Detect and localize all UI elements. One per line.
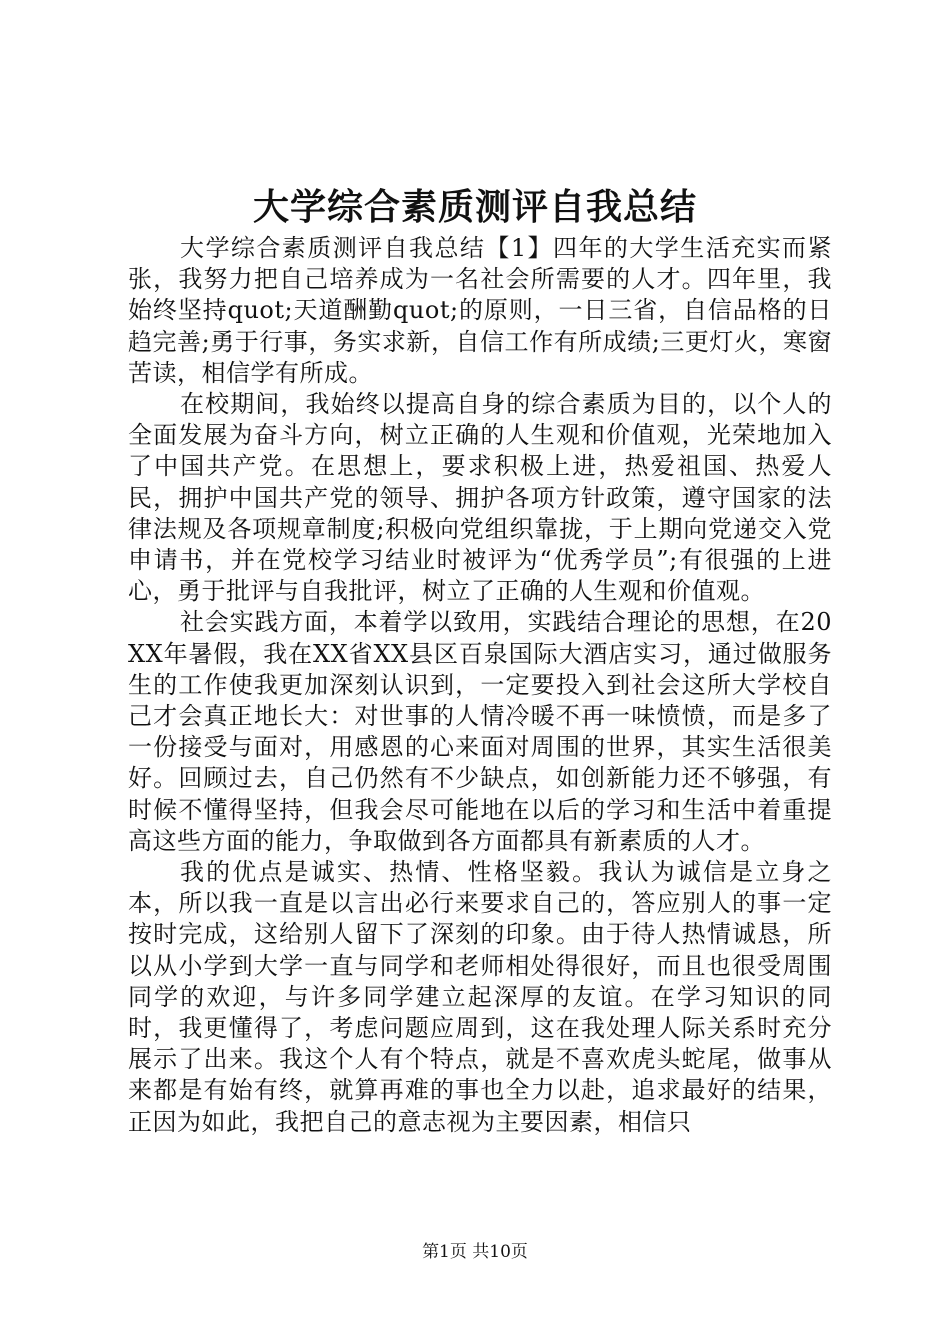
paragraph-4: 我的优点是诚实、热情、性格坚毅。我认为诚信是立身之本，所以我一直是以言出必行来要求自己的，答应别人的事一定按时完成，这给别人留下了深刻的印象。由于待人热情诚恳，所以从小学到大学一直与同学和老师相处得很好，而且也很受周围同学的欢迎，与许多同学建立起深厚的友谊。在学习知识的同时，我更懂得了，考虑问题应周到，这在我处理人际关系时充分展示了出来。我这个人有个特点，就是不喜欢虎头蛇尾，做事从来都是有始有终，就算再难的事也全力以赴，追求最好的结果，正因为如此，我把自己的意志视为主要因素，相信只: [128, 858, 832, 1136]
paragraph-3: 社会实践方面，本着学以致用，实践结合理论的思想，在20XX年暑假，我在XX省XX县区百泉国际大酒店实习，通过做服务生的工作使我更加深刻认识到，一定要投入到社会这所大学校自己才会真正地长大：对世事的人情冷暖不再一味愤愤，而是多了一份接受与面对，用感恩的心来面对周围的世界，其实生活很美好。回顾过去，自己仍然有不少缺点，如创新能力还不够强，有时候不懂得坚持，但我会尽可能地在以后的学习和生活中着重提高这些方面的能力，争取做到各方面都具有新素质的人才。: [128, 608, 832, 855]
paragraph-1: 大学综合素质测评自我总结【1】四年的大学生活充实而紧张，我努力把自己培养成为一名社会所需要的人才。四年里，我始终坚持quot;天道酬勤quot;的原则，一日三省，自信品格的日趋完善;勇于行事，务实求新，自信工作有所成绩;三更灯火，寒窗苦读，相信学有所成。: [128, 234, 832, 387]
paragraph-2: 在校期间，我始终以提高自身的综合素质为目的，以个人的全面发展为奋斗方向，树立正确的人生观和价值观，光荣地加入了中国共产党。在思想上，要求积极上进，热爱祖国、热爱人民，拥护中国共产党的领导、拥护各项方针政策，遵守国家的法律法规及各项规章制度;积极向党组织靠拢，于上期向党递交入党申请书，并在党校学习结业时被评为“优秀学员”;有很强的上进心，勇于批评与自我批评，树立了正确的人生观和价值观。: [128, 390, 832, 606]
page-number-footer: 第1页 共10页: [422, 1242, 528, 1262]
document-title: 大学综合素质测评自我总结: [252, 186, 697, 228]
document-body: [128, 233, 832, 1138]
